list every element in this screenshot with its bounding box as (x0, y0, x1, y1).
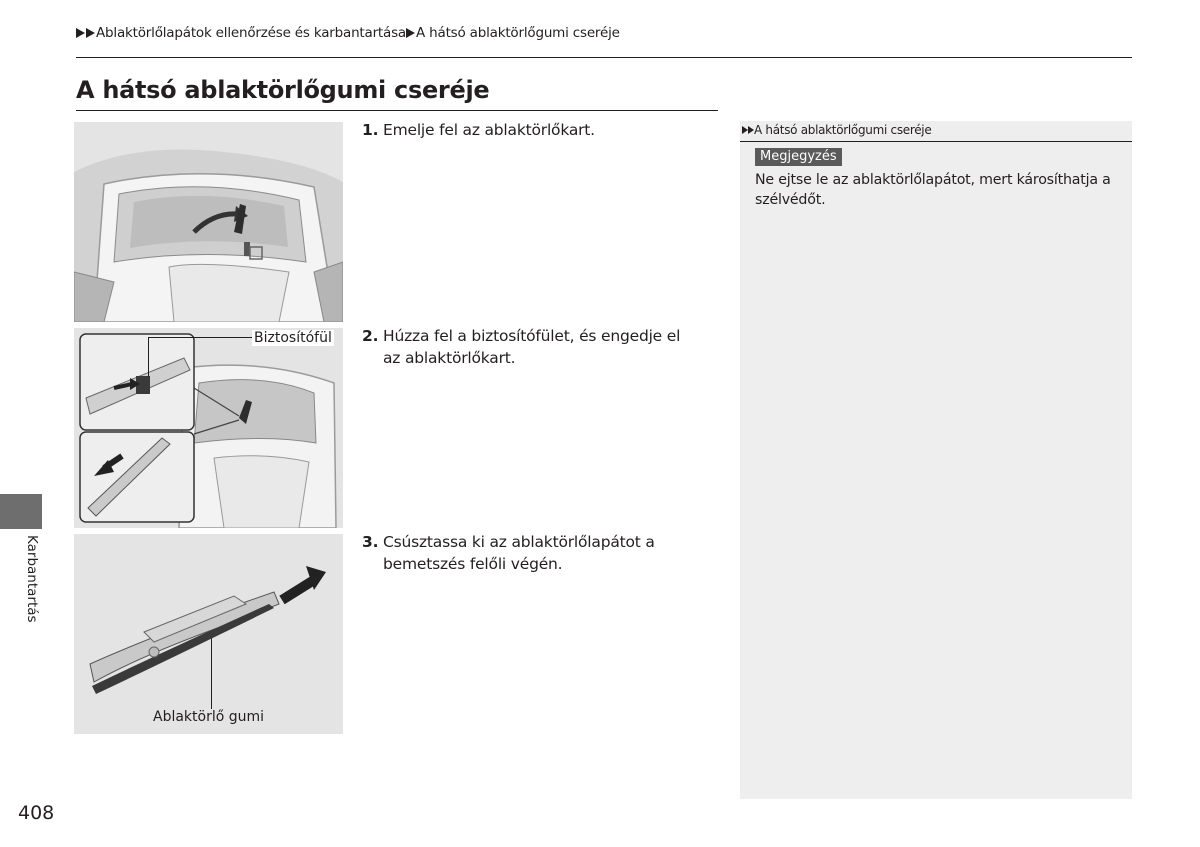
breadcrumb-item[interactable]: A hátsó ablaktörlőgumi cseréje (416, 25, 620, 41)
step-number: 1. (362, 121, 379, 139)
step-text: Húzza fel a biztosítófület, és engedje el az ablaktörlőkart. (383, 327, 681, 367)
page-title: A hátsó ablaktörlőgumi cseréje (76, 76, 490, 104)
title-rule (76, 110, 718, 111)
chapter-tab[interactable] (0, 494, 42, 529)
figure-slide-blade (74, 534, 343, 734)
step-text: Csúsztassa ki az ablaktörlőlapátot a bemetszés felőli végén. (383, 533, 655, 573)
callout-line (211, 638, 212, 710)
chapter-label: Karbantartás (24, 535, 40, 623)
step-1 (362, 119, 712, 141)
wiper-blade-illustration (74, 534, 343, 734)
figure-raise-wiper-arm (74, 122, 343, 322)
sidebar-heading (742, 123, 931, 137)
sidebar-panel (740, 121, 1132, 799)
callout-line (148, 337, 149, 377)
step-3 (362, 531, 718, 575)
figure-label: Ablaktörlő gumi (150, 709, 267, 725)
breadcrumb (76, 25, 620, 41)
step-text: Emelje fel az ablaktörlőkart. (383, 121, 595, 139)
page-number: 408 (18, 802, 55, 824)
note-badge: Megjegyzés (755, 148, 842, 166)
callout-line (148, 337, 210, 338)
figure-lift-tab (74, 328, 343, 528)
wiper-tab-illustration (74, 328, 343, 528)
breadcrumb-arrow-icon (86, 28, 95, 38)
step-2 (362, 325, 712, 369)
note-text: Ne ejtse le az ablaktörlőlapátot, mert károsíthatja a szélvédőt. (755, 172, 1111, 208)
car-tailgate-illustration (74, 122, 343, 322)
breadcrumb-item[interactable]: Ablaktörlőlapátok ellenőrzése és karbantartása (96, 25, 407, 41)
breadcrumb-arrow-icon (76, 28, 85, 38)
figure-label: Biztosítófül (254, 330, 332, 346)
breadcrumb-arrow-icon (406, 28, 415, 38)
callout-line (210, 337, 252, 338)
step-number: 2. (362, 327, 379, 345)
header-rule (76, 57, 1132, 58)
step-number: 3. (362, 533, 379, 551)
sidebar-heading-text: A hátsó ablaktörlőgumi cseréje (754, 123, 932, 137)
